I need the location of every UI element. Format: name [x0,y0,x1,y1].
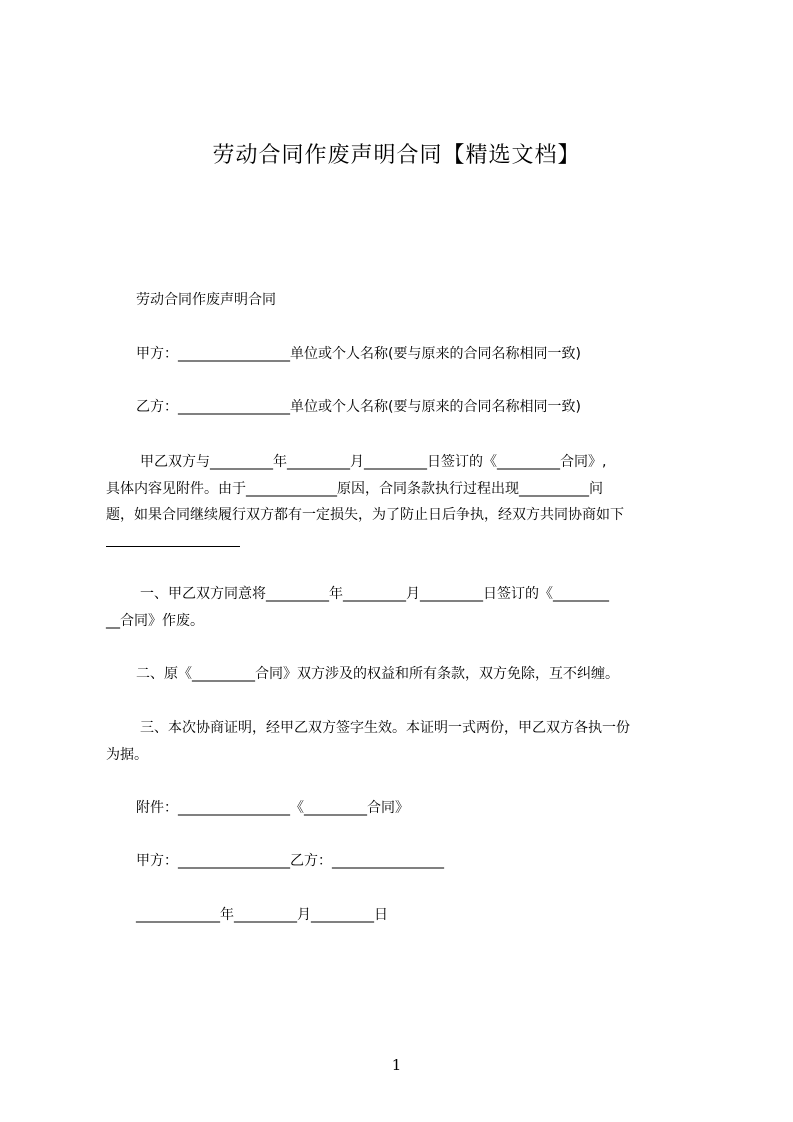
attachment-line: 附件：________________《_________合同》 [136,800,409,816]
date-line: ____________年_________月_________日 [136,907,388,923]
intro-paragraph-line-2: 具体内容见附件。由于_____________原因，合同条款执行过程出现__________问 [106,481,603,497]
intro-paragraph-line-3: 题，如果合同继续履行双方都有一定损失，为了防止日后争执，经双方共同协商如下 [106,507,624,523]
clause-1-line-1: 一、甲乙双方同意将_________年_________月_________日签订的《________ [140,586,609,602]
party-b-line: 乙方：________________单位或个人名称(要与原来的合同名称相同一致) [136,399,581,415]
intro-paragraph-line-1: 甲乙双方与_________年_________月_________日签订的《_________合同》, [140,454,607,470]
document-title: 劳动合同作废声明合同【精选文档】 [212,143,581,168]
fill-in-blank-line [106,546,240,547]
clause-1-line-2: __合同》作废。 [106,613,204,629]
party-a-line: 甲方：________________单位或个人名称(要与原来的合同名称相同一致) [136,346,581,362]
signature-line: 甲方：________________乙方：________________ [136,853,444,869]
clause-3-line-1: 三、本次协商证明，经甲乙双方签字生效。本证明一式两份，甲乙双方各执一份 [140,720,630,736]
contract-heading: 劳动合同作废声明合同 [136,292,276,308]
clause-3-line-2: 为据。 [106,747,148,763]
clause-2: 二、原《_________合同》双方涉及的权益和所有条款，双方免除，互不纠缠。 [136,666,619,682]
page-number: 1 [391,1056,402,1074]
